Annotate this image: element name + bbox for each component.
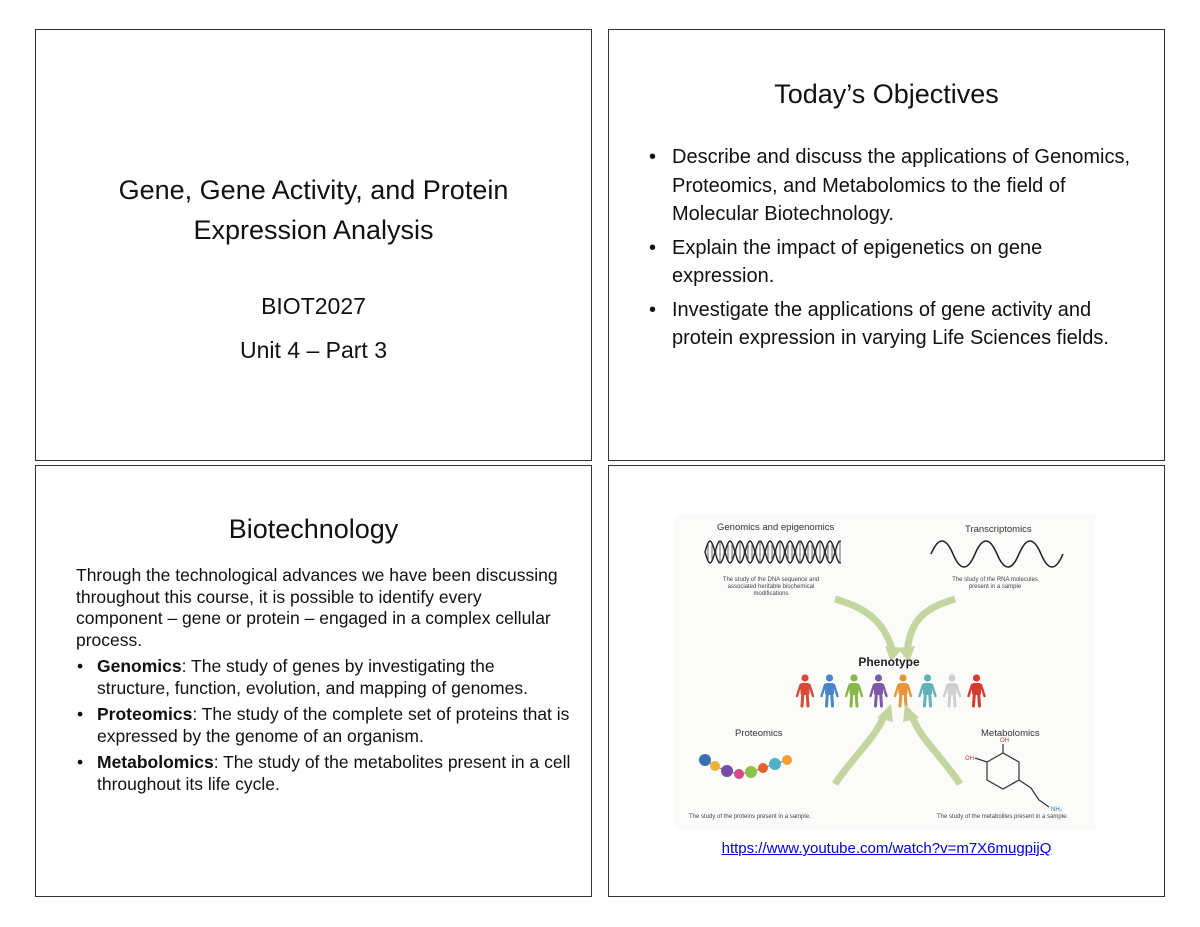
person-icon <box>920 674 936 706</box>
slide-heading: Today’s Objectives <box>774 79 999 109</box>
transcriptomics-label: Transcriptomics <box>965 524 1032 535</box>
slide-title <box>35 29 592 461</box>
arrow-icon <box>911 714 960 784</box>
genomics-desc: modifications <box>753 591 789 597</box>
omics-diagram <box>675 514 1095 830</box>
slide-objectives <box>608 29 1165 461</box>
phenotype-label: Phenotype <box>858 655 920 669</box>
arrow-icon <box>835 714 885 784</box>
arrow-icon <box>835 599 893 652</box>
definition-term: Proteomics <box>97 704 193 724</box>
nh2-label: NH₂ <box>1051 807 1062 813</box>
transcriptomics-desc: The study of the RNA molecules <box>952 577 1038 583</box>
person-icon <box>797 674 813 706</box>
person-icon <box>871 674 887 706</box>
protein-bead-icon <box>699 754 711 766</box>
genomics-desc: The study of the DNA sequence and <box>722 577 820 583</box>
person-icon <box>895 674 911 706</box>
protein-bead-icon <box>769 758 781 770</box>
intro-paragraph: Through the technological advances we have been discussing throughout this course, it is possible to identify every component – gene or protein – engaged in a complex cellular process. <box>76 565 558 650</box>
objective-item: • Describe and discuss the applications of Genomics, Proteomics, and Metabolomics to the field of Molecular Biotechnology. <box>647 143 1134 229</box>
dna-helix-icon <box>705 541 841 563</box>
definition-item <box>76 752 571 795</box>
genomics-label: Genomics and epigenomics <box>717 522 835 533</box>
objective-item: • Explain the impact of epigenetics on gene expression. <box>647 234 1134 291</box>
course-code: BIOT2027 <box>261 293 366 319</box>
definition-text: : The study of genes by investigating the structure, function, evolution, and mapping of genomes. <box>97 656 528 698</box>
proteomics-desc: The study of the proteins present in a sample. <box>689 814 811 820</box>
oh-label: OH <box>965 756 974 762</box>
title-line-2: Expression Analysis <box>193 215 434 245</box>
protein-bead-icon <box>710 761 720 771</box>
proteomics-label: Proteomics <box>735 728 783 739</box>
objective-item: • Investigate the applications of gene activity and protein expression in varying Life Sciences fields. <box>647 296 1134 353</box>
omics-diagram-svg <box>675 514 1095 830</box>
metabolomics-desc: The study of the metabolites present in a sample. <box>937 814 1069 820</box>
slide-main-title <box>56 170 571 250</box>
title-line-1: Gene, Gene Activity, and Protein <box>118 175 509 205</box>
oh-label: OH <box>1000 738 1009 744</box>
molecule-structure-icon <box>965 738 1063 813</box>
metabolomics-label: Metabolomics <box>981 728 1040 739</box>
genomics-desc: associated heritable biochemical <box>727 584 815 590</box>
unit-label: Unit 4 – Part 3 <box>239 337 388 363</box>
definition-item <box>76 704 571 747</box>
protein-bead-icon <box>745 766 757 778</box>
person-icon <box>846 674 862 706</box>
slide-omics-diagram <box>608 465 1165 897</box>
protein-chain-icon <box>699 754 792 779</box>
protein-bead-icon <box>782 755 792 765</box>
person-icon <box>944 674 960 706</box>
definitions-list <box>76 656 571 800</box>
person-icon <box>969 674 985 706</box>
protein-bead-icon <box>734 769 744 779</box>
objectives-list <box>647 143 1134 358</box>
transcriptomics-desc: present in a sample <box>968 584 1022 590</box>
definition-text: : The study of the complete set of proteins that is expressed by the genome of an organism. <box>97 704 570 746</box>
definition-term: Metabolomics <box>97 752 214 772</box>
people-row <box>797 674 985 706</box>
person-icon <box>822 674 838 706</box>
definition-item <box>76 656 571 699</box>
definition-term: Genomics <box>97 656 182 676</box>
arrow-icon <box>907 599 955 652</box>
protein-bead-icon <box>721 765 733 777</box>
slide-heading: Biotechnology <box>228 514 399 544</box>
definition-text: : The study of the metabolites present in a cell throughout its life cycle. <box>97 752 571 794</box>
slide-biotechnology <box>35 465 592 897</box>
video-link[interactable]: https://www.youtube.com/watch?v=m7X6mugpijQ <box>721 840 1052 857</box>
protein-bead-icon <box>758 763 768 773</box>
rna-wave-icon <box>931 541 1063 567</box>
